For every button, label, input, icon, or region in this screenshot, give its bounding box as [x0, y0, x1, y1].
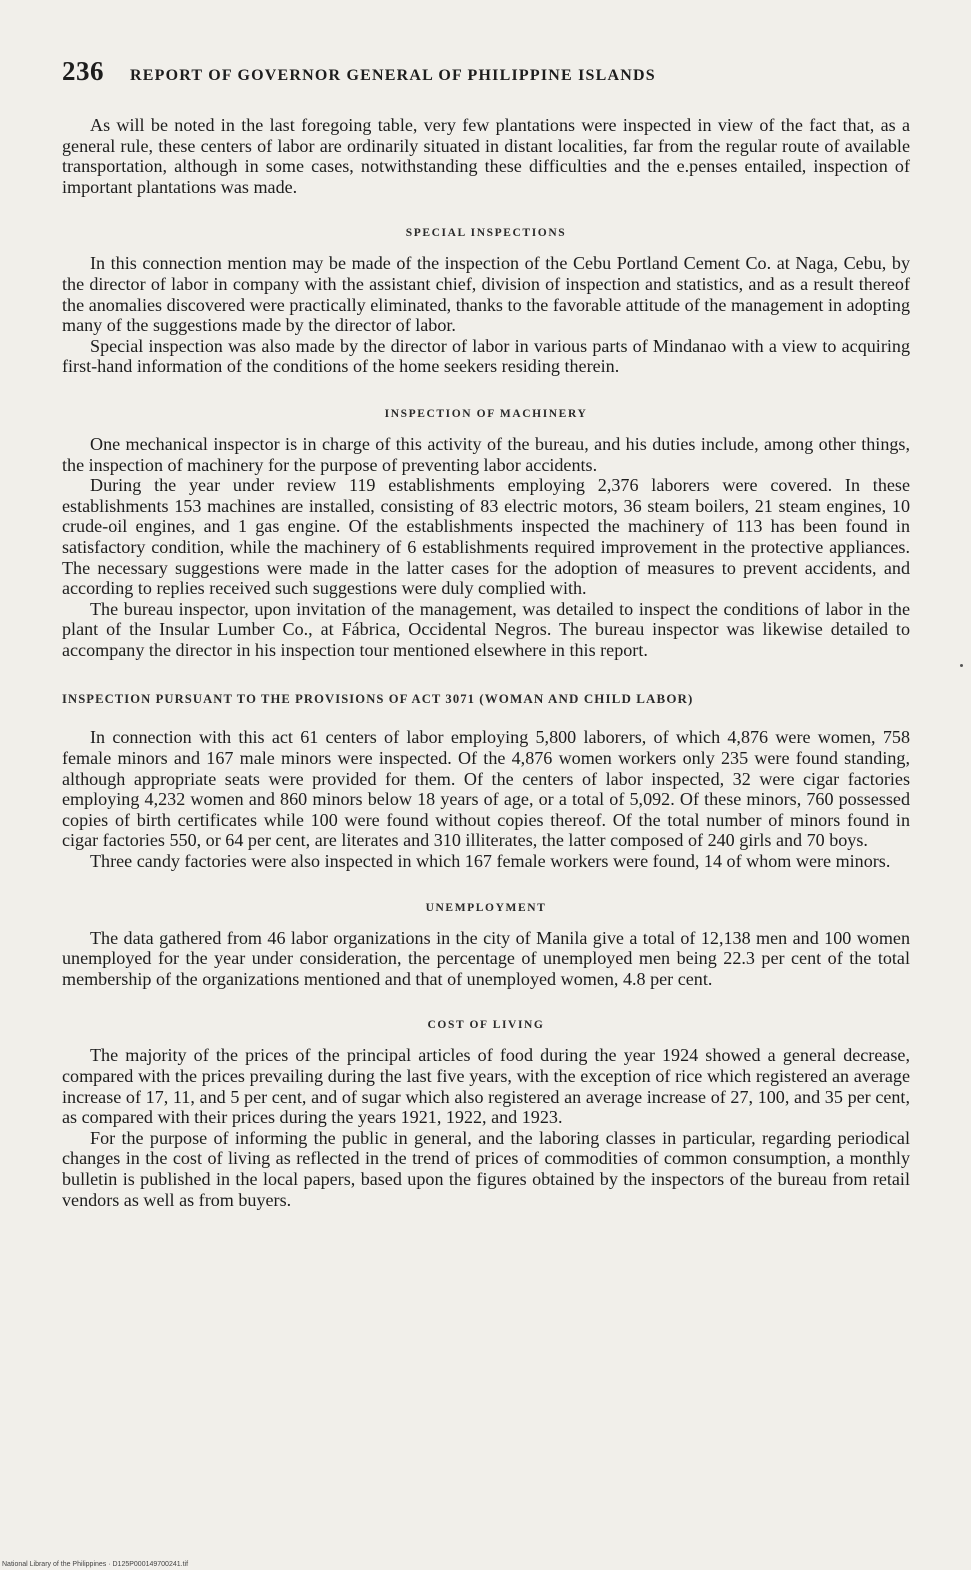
scan-speck [960, 664, 963, 667]
cost-of-living-paragraph-2: For the purpose of informing the public in general, and the laboring classes in particular, regarding periodical changes in the cost of living as reflected in the trend of prices of commodities of common consumption, a monthly bulletin is published in the local papers, based upon the figures obtained by the inspectors of the bureau from retail vendors as well as from buyers. [62, 1127, 910, 1210]
page-number: 236 [62, 56, 104, 86]
machinery-paragraph-3: The bureau inspector, upon invitation of the management, was detailed to inspect the conditions of labor in the plant of the Insular Lumber Co., at Fábrica, Occidental Negros. The bureau inspector was likewise detailed to accompany the director in his inspection tour mentioned elsewhere in this report. [62, 598, 910, 660]
section-heading-cost-of-living: COST OF LIVING [427, 1019, 545, 1032]
unemployment-paragraph: The data gathered from 46 labor organizations in the city of Manila give a total of 12,138 men and 100 women unemployed for the year under consideration, the percentage of unemployed men being 22.3 per cent of the total membership of the organizations mentioned and that of unemployed women, 4.8 per cent. [62, 927, 910, 989]
page-body [62, 115, 910, 1210]
special-inspections-paragraph-2: Special inspection was also made by the director of labor in various parts of Mindanao with a view to acquiring first-hand information of the conditions of the home seekers residing therein. [62, 335, 910, 377]
page-header [62, 56, 912, 96]
machinery-paragraph-2: During the year under review 119 establishments employing 2,376 laborers were covered. In these establishments 153 machines are installed, consisting of 83 electric motors, 36 steam boilers, 21 steam engines, 10 crude-oil engines, and 1 gas engine. Of the establishments inspected the machinery of 113 has been found in satisfactory condition, while the machinery of 6 establishments required improvement in the protective appliances. The necessary suggestions were made in the latter cases for the adoption of measures to prevent accidents, and according to replies received such suggestions were duly complied with. [62, 475, 910, 599]
running-title: REPORT OF GOVERNOR GENERAL OF PHILIPPINE ISLANDS [130, 67, 656, 84]
cost-of-living-paragraph-1: The majority of the prices of the principal articles of food during the year 1924 showed a general decrease, compared with the prices prevailing during the last five years, with the exception of rice which registered an average increase of 17, 11, and 5 per cent, and of sugar which also registered an average increase of 27, 100, and 35 per cent, as compared with their prices during the years 1921, 1922, and 1923. [62, 1045, 910, 1128]
section-heading-woman-child-labor [62, 691, 910, 707]
machinery-paragraph-1: One mechanical inspector is in charge of this activity of the bureau, and his duties include, among other things, the inspection of machinery for the purpose of preventing labor accidents. [62, 433, 910, 475]
scan-credit: National Library of the Philippines · D125P000149700241.tif [2, 1561, 189, 1568]
special-inspections-paragraph-1: In this connection mention may be made of the inspection of the Cebu Portland Cement Co. at Naga, Cebu, by the director of labor in company with the assistant chief, division of inspection and statistics, and as a result thereof the anomalies discovered were practically eliminated, thanks to the favorable attitude of the management in adopting many of the suggestions made by the director of labor. [62, 253, 910, 336]
woman-child-heading-text: INSPECTION PURSUANT TO THE PROVISIONS OF ACT 3071 [62, 692, 476, 707]
intro-paragraph: As will be noted in the last foregoing table, very few plantations were inspected in view of the fact that, as a general rule, these centers of labor are ordinarily situated in distant localities, far from the regular route of available transportation, although in some cases, notwithstanding these difficulties and the e.penses entailed, inspection of important plantations was made. [62, 115, 910, 197]
section-heading-inspection-of-machinery: INSPECTION OF MACHINERY [384, 407, 588, 420]
section-heading-special-inspections: SPECIAL INSPECTIONS [405, 227, 567, 240]
woman-child-paragraph-1: In connection with this act 61 centers of labor employing 5,800 laborers, of which 4,876 were women, 758 female minors and 167 male minors were inspected. Of the 4,876 women workers only 235 were found standing, although appropriate seats were provided for them. Of the centers of labor inspected, 32 were cigar factories employing 4,232 women and 860 minors below 18 years of age, or a total of 5,092. Of these minors, 760 possessed copies of birth certificates while 100 were found without copies thereof. Of the total number of minors found in cigar factories 550, or 64 per cent, are literates and 310 illiterates, the latter composed of 240 girls and 70 boys. [62, 727, 910, 851]
woman-child-heading-parenthetical: (WOMAN AND CHILD LABOR) [479, 691, 694, 707]
woman-child-paragraph-2: Three candy factories were also inspected in which 167 female workers were found, 14 of whom were minors. [90, 851, 891, 872]
section-heading-unemployment: UNEMPLOYMENT [425, 901, 547, 914]
